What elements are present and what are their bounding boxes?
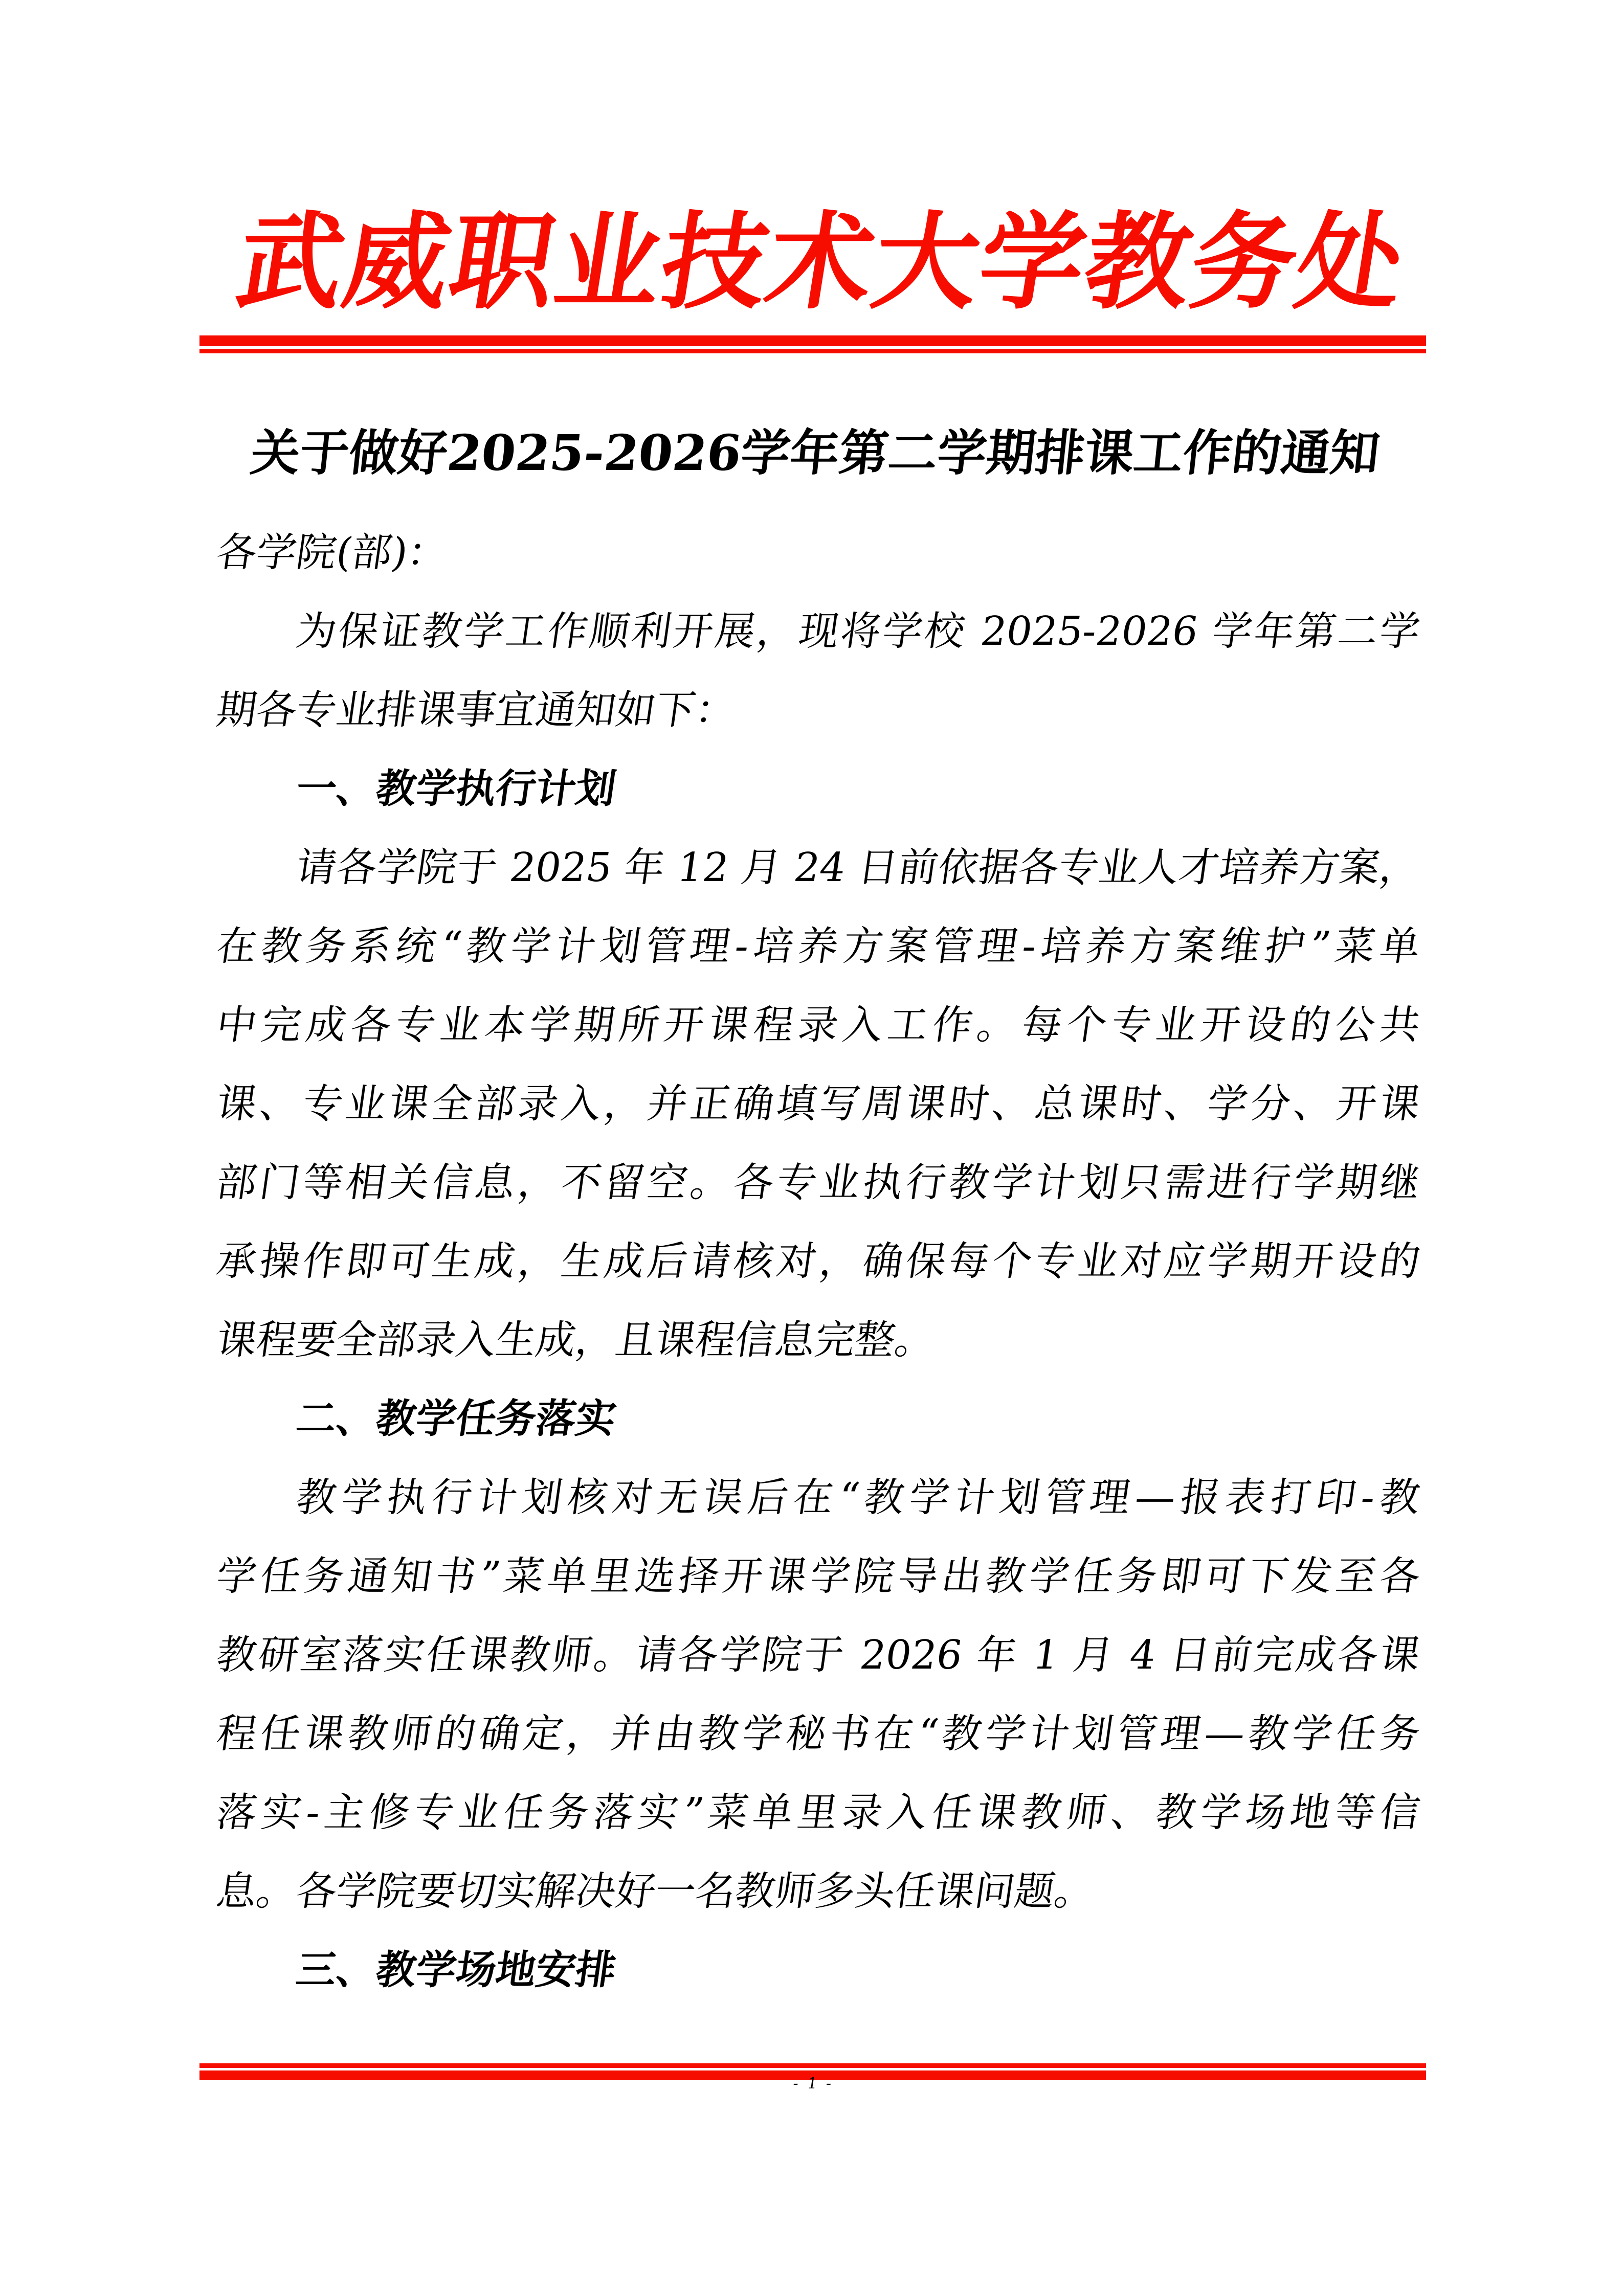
body-line: 中完成各专业本学期所开课程录入工作。每个专业开设的公共 [213,1002,1423,1048]
body-line: 课、专业课全部录入，并正确填写周课时、总课时、学分、开课 [213,1081,1423,1127]
body-line: 课程要全部录入生成，且课程信息完整。 [213,1317,939,1363]
body-line: 学任务通知书”菜单里选择开课学院导出教学任务即可下发至各 [213,1554,1423,1600]
body-line: 在教务系统“教学计划管理-培养方案管理-培养方案维护”菜单 [213,924,1423,970]
letterhead-org-title: 武威职业技术大学教务处 [229,201,1414,324]
page-number: - 1 - [792,2075,835,2092]
header-rule-thin [199,349,1426,353]
section-heading-2: 二、教学任务落实 [293,1396,619,1442]
body-line: 落实-主修专业任务落实”菜单里录入任课教师、教学场地等信 [213,1790,1423,1836]
body-line: 教研室落实任课教师。请各学院于 2026 年 1 月 4 日前完成各课 [213,1632,1423,1678]
body-line: 承操作即可生成，生成后请核对，确保每个专业对应学期开设的 [213,1239,1423,1285]
body-line: 教学执行计划核对无误后在“教学计划管理—报表打印-教 [293,1475,1423,1521]
document-title: 关于做好2025-2026学年第二学期排课工作的通知 [248,424,1383,482]
section-heading-1: 一、教学执行计划 [293,766,619,812]
salutation-line: 各学院(部)： [213,530,451,576]
section-heading-3: 三、教学场地安排 [293,1947,619,1993]
header-rule-thick [199,335,1426,346]
body-line: 期各专业排课事宜通知如下： [213,687,739,733]
body-line: 部门等相关信息，不留空。各专业执行教学计划只需进行学期继 [213,1160,1423,1206]
document-body [211,513,1423,2010]
body-line: 息。各学院要切实解决好一名教师多头任课问题。 [213,1869,1098,1915]
body-line: 请各学院于 2025 年 12 月 24 日前依据各专业人才培养方案， [293,845,1423,891]
footer-rule-thin [199,2063,1426,2068]
body-line: 程任课教师的确定，并由教学秘书在“教学计划管理—教学任务 [213,1711,1423,1757]
body-line: 为保证教学工作顺利开展，现将学校 2025-2026 学年第二学 [293,609,1423,655]
